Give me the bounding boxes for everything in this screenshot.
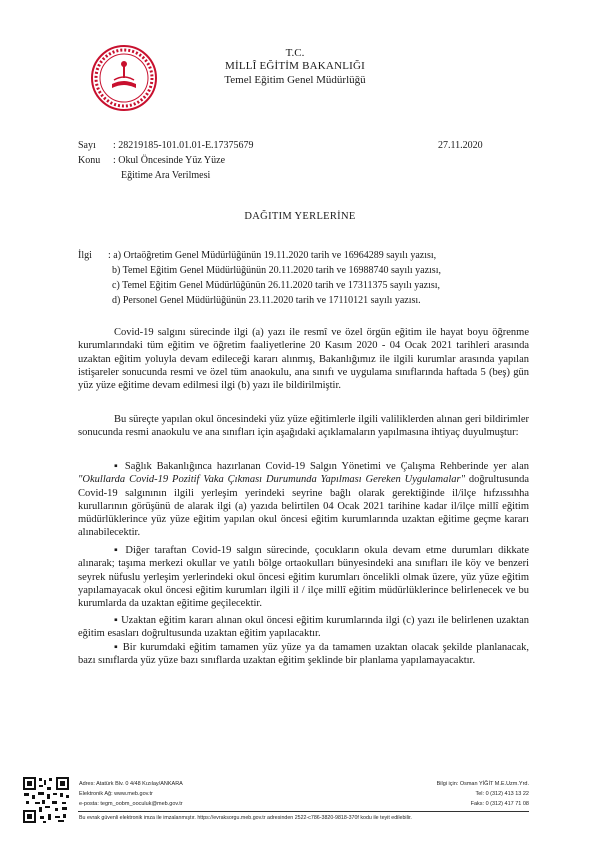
footer-verification[interactable]: Bu evrak güvenli elektronik imza ile imzalanmıştır. https://evraksorgu.meb.gov.tr adresinden 2522-c786-3820-9818-370f kodu ile teyit edilebilir. [79,815,412,821]
qr-code [22,776,70,824]
document-date: 27.11.2020 [438,140,483,151]
paragraph-1 [78,326,529,392]
sayi-value: : 28219185-101.01.01-E.17375679 [113,140,254,151]
footer-tel: Tel: 0 (312) 413 13 22 [475,791,529,797]
meb-logo [90,44,158,112]
footer-address: Adres: Atatürk Blv. 0 4/48 Kızılay/ANKARA [79,781,183,787]
ilgi-item-d: d) Personel Genel Müdürlüğünün 23.11.2020 tarih ve 17110121 sayılı yazısı. [112,295,421,306]
qr-code-icon [22,776,70,824]
konu-value-line1: : Okul Öncesinde Yüz Yüze [113,155,226,166]
meb-logo-icon [90,44,158,112]
paragraph-2 [78,413,529,440]
bullet-1-text-a: ▪ Sağlık Bakanlığınca hazırlanan Covid-19 Salgın Yönetimi ve Çalışma Rehberinde yer alan [114,461,529,472]
bullet-4 [78,641,529,668]
bullet-2 [78,544,529,610]
konu-label: Konu [78,155,101,166]
ilgi-label: İlgi [78,250,92,261]
bullet-1-text-b: doğrultusunda Covid-19 salgınının ilgili yerleşim yerindeki seyrine bağlı olarak gerektiğinde il/ilçe hıfzıssıhha kurullarının görüşünü de alarak ilgi (a) yazıda belirtilen 04 Ocak 2021 tarihine kadar il/ilçe millî eğitim müdürlüklerince yüz yüze eğitim yapılan okul öncesi eğitim kurumlarında uzaktan eğitime geçme kararı alınabilecektir. [78,474,530,539]
ilgi-item-a: : a) Ortaöğretim Genel Müdürlüğünün 19.11.2020 tarih ve 16964289 sayılı yazısı, [108,250,437,261]
header-tc: T.C. [285,47,305,59]
bullet-2-text: ▪ Diğer taraftan Covid-19 salgın sürecinde, çocukların okula devam etme durumları dikkate alınarak; taşıma merkezi okullar ve yatılı bölge ortaokulları bünyesindeki ana sınıfları ile köy ve benzeri seyrek nüfuslu yerleşim yerlerindeki okul öncesi eğitim kurumları öncelikli olmak üzere, yüz yüze eğitim yapılamayacak okul öncesi eğitim kurumları ilgili il / ilçe millî eğitim müdürlüklerince belirlenecek ve bu kurumlarda da uzaktan eğitime geçilecektir. [78,545,529,610]
bullet-1-italic: "Okullarda Covid-19 Pozitif Vaka Çıkması Durumunda Yapılması Gereken Uygulamalar" [78,474,466,486]
bullet-1 [78,460,529,540]
footer-info-person: Bilgi için: Osman YİĞİT M.E.Uzm.Yrd. [436,781,529,787]
paragraph-2-text: Bu süreçte yapılan okul öncesindeki yüz yüze eğitimlerle ilgili valiliklerden alınan geri bildirimler sonucunda resmi anaokulu ve ana sınıfları için aşağıdaki açıklamaların yapılmasına ihtiyaç duyulmuştur: [78,414,529,439]
paragraph-1-text: Covid-19 salgını sürecinde ilgi (a) yazı ile resmî ve özel örgün eğitim ile hayat boyu öğrenme kurumlarındaki tüm eğitim ve öğretim faaliyetlerine 20 Kasım 2020 - 04 Ocak 2021 tarihleri arasında uzaktan eğitim yoluyla devam edileceği kararı alınmış, Bakanlığımız ile ilgili kurumlar arasında yapılan istişareler sonucunda resmi ve özel tüm anaokulu, ana sınıfı ve uygulama sınıflarında haftada 5 (beş) gün yüz yüze eğitime devam edilmesi ilgi (b) yazı ile bildirilmiştir. [78,327,529,392]
footer-fax: Faks: 0 (312) 417 71 08 [470,801,529,807]
bullet-4-text: ▪ Bir kurumdaki eğitim tamamen yüz yüze ya da tamamen uzaktan olacak şekilde planlanacak, bazı sınıflarda yüz yüze bazı sınıflarda uzaktan eğitim şeklinde bir planlama yapılamayacaktır. [78,642,529,667]
ilgi-item-c: c) Temel Eğitim Genel Müdürlüğünün 26.11.2020 tarih ve 17311375 sayılı yazısı, [112,280,441,291]
ilgi-item-b: b) Temel Eğitim Genel Müdürlüğünün 20.11.2020 tarih ve 16988740 sayılı yazısı, [112,265,441,276]
bullet-3-text: ▪ Uzaktan eğitim kararı alınan okul öncesi eğitim kurumlarında ilgi (c) yazı ile belirlenen uzaktan eğitim esasları doğrultusunda uzaktan eğitim yapılacaktır. [78,615,529,640]
konu-value-line2: Eğitime Ara Verilmesi [121,170,211,181]
distribution-title: DAĞITIM YERLERİNE [244,211,356,222]
header-directorate: Temel Eğitim Genel Müdürlüğü [224,74,366,86]
footer-divider [78,811,529,812]
footer-email[interactable]: e-posta: tegm_oobm_ooculuk@meb.gov.tr [79,801,183,807]
sayi-label: Sayı [78,140,96,151]
footer-website[interactable]: Elektronik Ağ: www.meb.gov.tr [79,791,153,797]
header-ministry: MİLLÎ EĞİTİM BAKANLIĞI [224,60,366,72]
bullet-3 [78,614,529,641]
